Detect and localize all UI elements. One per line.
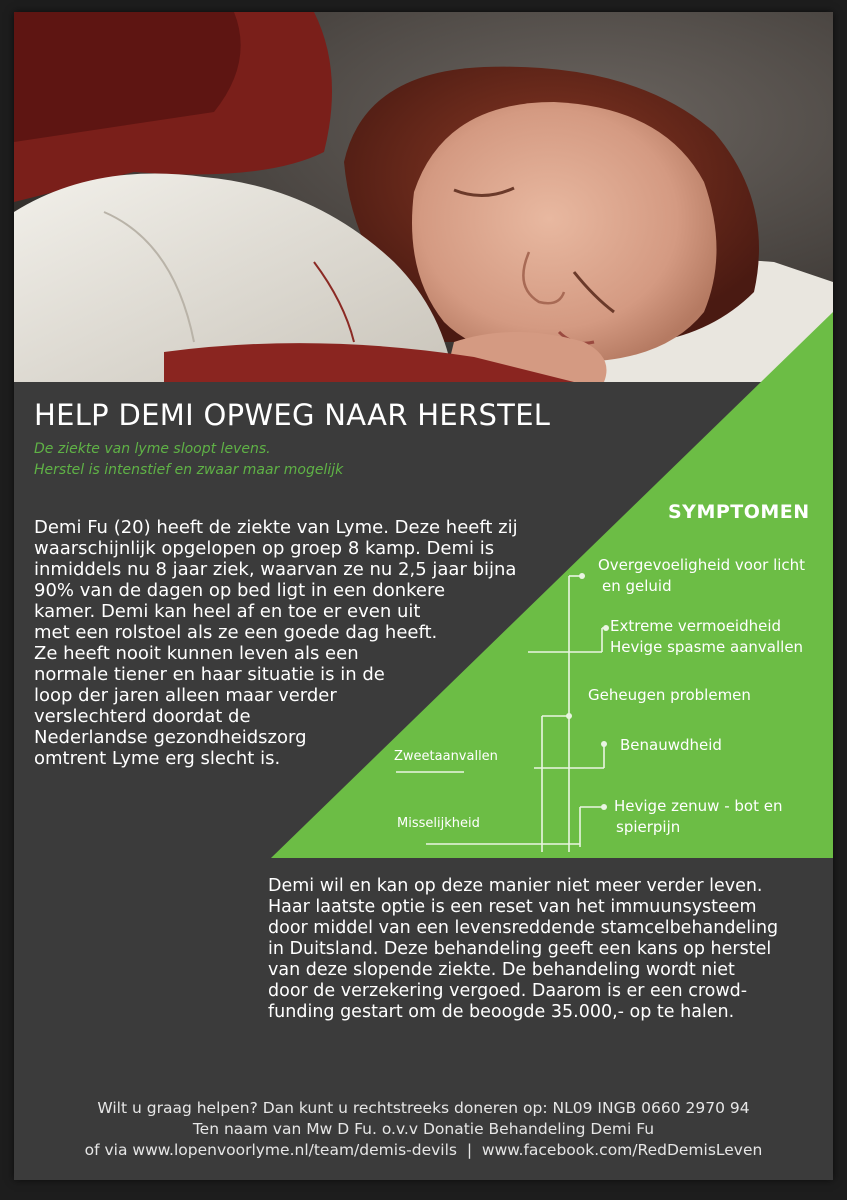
- footer-separator: |: [466, 1141, 473, 1159]
- symptom-text: Extreme vermoeidheid: [610, 617, 782, 635]
- outro-line: door middel van een levensreddende stamcelbehandeling: [268, 918, 779, 938]
- symptom-item: [598, 555, 805, 597]
- intro-line: Nederlandse gezondheidszorg: [34, 727, 307, 748]
- intro-line: normale tiener en haar situatie is in de: [34, 664, 385, 685]
- symptom-item-left: Zweetaanvallen: [394, 749, 498, 764]
- outro-line: door de verzekering vergoed. Daarom is er een crowd-: [268, 981, 748, 1001]
- facebook-link[interactable]: www.facebook.com/RedDemisLeven: [481, 1141, 763, 1159]
- symptom-text: en geluid: [602, 577, 672, 595]
- tagline-line: Herstel is intenstief en zwaar maar mogelijk: [34, 462, 344, 478]
- intro-line: verslechterd doordat de: [34, 706, 251, 727]
- symptom-item: [620, 735, 722, 756]
- footer-prefix: of via: [84, 1141, 133, 1159]
- symptom-text: Benauwdheid: [620, 736, 722, 754]
- symptom-text: Geheugen problemen: [588, 686, 751, 704]
- footer-links: [14, 1140, 833, 1161]
- outro-line: van deze slopende ziekte. De behandeling wordt niet: [268, 960, 735, 980]
- intro-line: waarschijnlijk opgelopen op groep 8 kamp. Demi is: [34, 538, 495, 559]
- tagline: [34, 439, 343, 481]
- symptom-item-left: Misselijkheid: [397, 816, 480, 831]
- outro-line: Demi wil en kan op deze manier niet meer verder leven.: [268, 876, 763, 896]
- outro-line: funding gestart om de beoogde 35.000,- op te halen.: [268, 1002, 735, 1022]
- outro-paragraph: [268, 876, 828, 1023]
- poster: [14, 12, 833, 1180]
- symptom-text: Hevige spasme aanvallen: [610, 638, 804, 656]
- symptoms-heading: SYMPTOMEN: [668, 501, 810, 523]
- page-title: HELP DEMI OPWEG NAAR HERSTEL: [34, 398, 551, 432]
- symptom-text: Overgevoeligheid voor licht: [598, 556, 806, 574]
- footer: [14, 1098, 833, 1161]
- outro-line: in Duitsland. Deze behandeling geeft een kans op herstel: [268, 939, 772, 959]
- intro-line: kamer. Demi kan heel af en toe er even uit: [34, 601, 421, 622]
- symptom-text: Hevige zenuw - bot en: [614, 797, 783, 815]
- intro-line: met een rolstoel als ze een goede dag heeft.: [34, 622, 438, 643]
- intro-line: Demi Fu (20) heeft de ziekte van Lyme. Deze heeft zij: [34, 517, 518, 538]
- intro-line: omtrent Lyme erg slecht is.: [34, 748, 281, 769]
- intro-line: 90% van de dagen op bed ligt in een donkere: [34, 580, 446, 601]
- symptom-item: [614, 796, 783, 838]
- footer-account-name: Ten naam van Mw D Fu. o.v.v Donatie Behandeling Demi Fu: [192, 1120, 655, 1138]
- tagline-line: De ziekte van lyme sloopt levens.: [34, 441, 271, 457]
- website-link[interactable]: www.lopenvoorlyme.nl/team/demis-devils: [132, 1141, 457, 1159]
- intro-line: Ze heeft nooit kunnen leven als een: [34, 643, 359, 664]
- symptom-text: spierpijn: [616, 818, 681, 836]
- symptom-item: [610, 616, 803, 658]
- outro-line: Haar laatste optie is een reset van het immuunsysteem: [268, 897, 757, 917]
- intro-paragraph: [34, 517, 594, 769]
- footer-donate-line: Wilt u graag helpen? Dan kunt u rechtstreeks doneren op: NL09 INGB 0660 2970 94: [97, 1099, 750, 1117]
- intro-line: inmiddels nu 8 jaar ziek, waarvan ze nu 2,5 jaar bijna: [34, 559, 517, 580]
- intro-line: loop der jaren alleen maar verder: [34, 685, 337, 706]
- symptom-item: [588, 685, 751, 706]
